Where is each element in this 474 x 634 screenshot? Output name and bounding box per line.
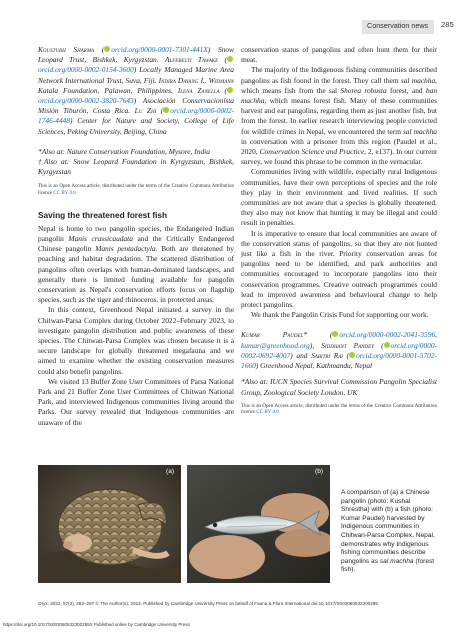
right-column <box>241 45 437 417</box>
orcid-icon <box>227 87 233 93</box>
italic-term: sal machha <box>400 75 436 85</box>
orcid-link[interactable]: orcid.org/0000-0002-2041-3596 <box>339 330 436 340</box>
author-name: Lu Zhi <box>134 106 157 116</box>
author-name: Alferelti Tawake <box>164 55 219 65</box>
fish-illustration <box>187 465 330 583</box>
body-paragraph: We visited 13 Buffer Zone User Committees of Parsa National Park and 21 Buffer Zone User Committees of Chitwan National Park, and interviewed Indigenous communities living around the Parks. Our survey revealed that Indigenous communities are unaware of the <box>38 376 234 427</box>
figure-caption <box>341 489 439 575</box>
orcid-icon <box>384 342 390 348</box>
footer-doi-line[interactable]: https://doi.org/10.1017/S003060532300255X Published online by Cambridge University Press <box>3 622 190 627</box>
licence-link[interactable]: CC BY 4.0 <box>53 191 76 197</box>
author-name: Ilena Zanella <box>177 85 220 95</box>
italic-term: sal machha <box>402 126 438 136</box>
panel-label: (b) <box>315 468 324 475</box>
orcid-link[interactable]: orcid.org/0000-0002-3820-7643 <box>38 96 134 106</box>
italic-term: ban machha <box>241 85 438 106</box>
text-run: in conversation with a prisoner from this region (Paudel et al., 2020, <box>241 136 437 157</box>
orcid-link[interactable]: orcid.org/0000-0002-0154-3600 <box>38 65 134 75</box>
body-paragraph: Communities living with wildlife, especially rural Indigenous communities, have their own perceptions of species and the role they play in their environment and lived realities. If such communities are not aware that a species is globally threatened, they also may not know that hunting it may be illegal and could result in penalties. <box>241 167 437 228</box>
orcid-link[interactable]: orcid.org/0000-0001-7301-441X <box>111 45 208 54</box>
text-run: ) Snow Leopard Trust, Bishkek, Kyrgyzstan. <box>38 45 234 65</box>
body-paragraph: conservation status of pangolins and often hunt them for their meat. <box>241 45 437 65</box>
pangolin-illustration <box>38 465 181 583</box>
author-block <box>241 330 437 371</box>
text-run: , <box>435 330 437 340</box>
text-run: ( <box>218 55 228 65</box>
body-paragraph <box>38 224 234 306</box>
footer-citation: Oryx, 2023, 57(3), 283–287 © The Author(s), 2023. Published by Cambridge University Press on behalf of Fauna & Flora International doi:10.1017/S003060532300285 <box>38 601 378 606</box>
journal-section-title: Conservation news <box>367 21 429 30</box>
page-number: 285 <box>441 20 454 29</box>
text-run: ( <box>219 85 227 95</box>
text-run: ( <box>374 340 384 350</box>
affiliation-note: †Also at: Snow Leopard Foundation in Kyrgyzstan, Bishkek, Kyrgyzstan <box>38 157 234 177</box>
open-access-statement: This is an Open Access article, distributed under the terms of the Creative Commons Attribution licence CC BY 4.0 <box>241 403 437 416</box>
text-run: ) Center for Nature and Society, College of Life Sciences, Peking University, Beijing, China <box>38 116 234 136</box>
section-heading: Saving the threatened forest fish <box>38 209 168 220</box>
text-run: ) Greenhood Nepal, Kathmandu, Nepal <box>255 361 373 371</box>
orcid-icon <box>349 352 355 358</box>
author-name: Siddhant Pandey <box>321 340 375 350</box>
italic-term: sal machha <box>379 557 414 565</box>
text-run: Katala Foundation, Palawan, Philippines. <box>38 85 178 95</box>
text-run: ) Locally Managed Marine Area Network International Trust, Suva, Fiji. <box>38 65 234 85</box>
orcid-icon <box>227 56 233 62</box>
text-run: forest, and <box>386 85 426 95</box>
fish-photo <box>187 465 330 583</box>
pangolin-photo <box>38 465 181 583</box>
text-run: , which means forest fish. Many of these communities harvest and eat pangolins, regarding them as just another fish, but from the forest. In earlier research interviewing people convicted for wildlife crimes in Nepal, we encountered the term <box>241 96 437 136</box>
open-access-statement: This is an Open Access article, distributed under the terms of the Creative Commons Attribution licence CC BY 4.0 <box>38 184 234 197</box>
left-column <box>38 45 234 428</box>
orcid-link[interactable]: orcid.org/0000-0002-1746-4448 <box>38 106 234 126</box>
italic-term: Shorea robusta <box>340 85 387 95</box>
text-run: A comparison of (a) a Chinese pangolin (photo: Kushal Shrestha) with (b) a fish (photo: Kumar Paudel) harvested by Indigenous communities in Chitwan-Parsa Complex, Nepal, demonstrates why Indigenous fishing communities describe pangolins as <box>341 489 435 565</box>
italic-term: Conservation Science and Practice <box>259 147 365 157</box>
panel-label: (a) <box>166 468 175 475</box>
affiliation-note: *Also at: IUCN Species Survival Commission Pangolin Specialist Group, Zoological Society London, UK <box>241 377 437 397</box>
author-name: Sabitri Rai <box>311 350 343 360</box>
orcid-icon <box>104 46 110 52</box>
text-run: , which means fish from the sal <box>241 75 437 95</box>
acknowledgement: We thank the Pangolin Crisis Fund for supporting our work. <box>251 310 429 320</box>
text-run: * ( <box>303 330 333 340</box>
affiliation-note: *Also at: Nature Conservation Foundation, Mysore, India <box>38 146 210 156</box>
text-run: Nepal is home to two pangolin species, the Endangered Indian pangolin <box>38 223 234 244</box>
body-paragraph: In this context, Greenhood Nepal initiated a survey in the Chitwan-Parsa Complex during October 2022–February 2023, to investigate pangolin distribution and public awareness of these species. The Chitwan-Parsa Complex was chosen because it is a secure landscape for globally threatened megafauna and we aimed to examine whether the existing conservation measures could also benefit pangolins. <box>38 305 234 376</box>
italic-term: Manis crassicaudata <box>68 234 133 244</box>
orcid-link[interactable]: orcid.org/0000-0001-5702-1660 <box>241 350 438 371</box>
text-run: (forest fish). <box>341 557 435 574</box>
orcid-icon <box>163 107 169 113</box>
licence-link[interactable]: CC BY 4.0 <box>256 410 279 416</box>
orcid-link[interactable]: orcid.org/0000-0002-0692-4007 <box>241 340 438 360</box>
text-run: ) Asociación Conservacionista Misión Tiburón, Costa Rica. <box>38 96 234 116</box>
text-run: and the Critically Endangered Chinese pangolin <box>38 234 235 254</box>
author-block <box>38 45 234 137</box>
author-name: Indira Dayang L. Widmann <box>158 75 234 85</box>
body-paragraph <box>241 65 437 167</box>
text-run: ), <box>309 340 322 350</box>
text-run: The majority of the Indigenous fishing communities described pangolins as fish found in the forest. They call them <box>241 65 437 85</box>
author-name: Koustubh Sharma <box>38 45 95 54</box>
text-run: ( <box>94 45 105 54</box>
email-link[interactable]: kumar@greenhood.org <box>241 340 310 350</box>
text-run: ( <box>156 106 164 116</box>
text-run: , 2, e137). In our current survey, we found this phrase to be common in the vernacular. <box>241 147 438 167</box>
running-header <box>0 0 474 36</box>
text-run: . Both are threatened by poaching and habitat degradation. The scattered distribution of pangolins often overlaps with human-dominated landscapes, and generally there is limited funding available for pangolin conservation as Nepal's conservation efforts focus on flagship species, such as the tiger and rhinoceros, in protected areas. <box>38 244 235 305</box>
text-run: ) and <box>290 350 312 360</box>
body-paragraph: It is imperative to ensure that local communities are aware of the conservation status of pangolins, so that they are not hunted just like a fish in the river. Priority conservation areas for pangolins need to be identified, and park authorities and communities encouraged to incorporate pangolins into their conservation programmes. Creative outreach programmes could lead to improved awareness and behavioural change to help protect pangolins. <box>241 228 437 310</box>
orcid-icon <box>332 331 338 337</box>
author-name: Kumar Paudel <box>241 330 304 340</box>
italic-term: Manis pentadactyla <box>95 244 156 254</box>
text-run: ( <box>342 350 350 360</box>
